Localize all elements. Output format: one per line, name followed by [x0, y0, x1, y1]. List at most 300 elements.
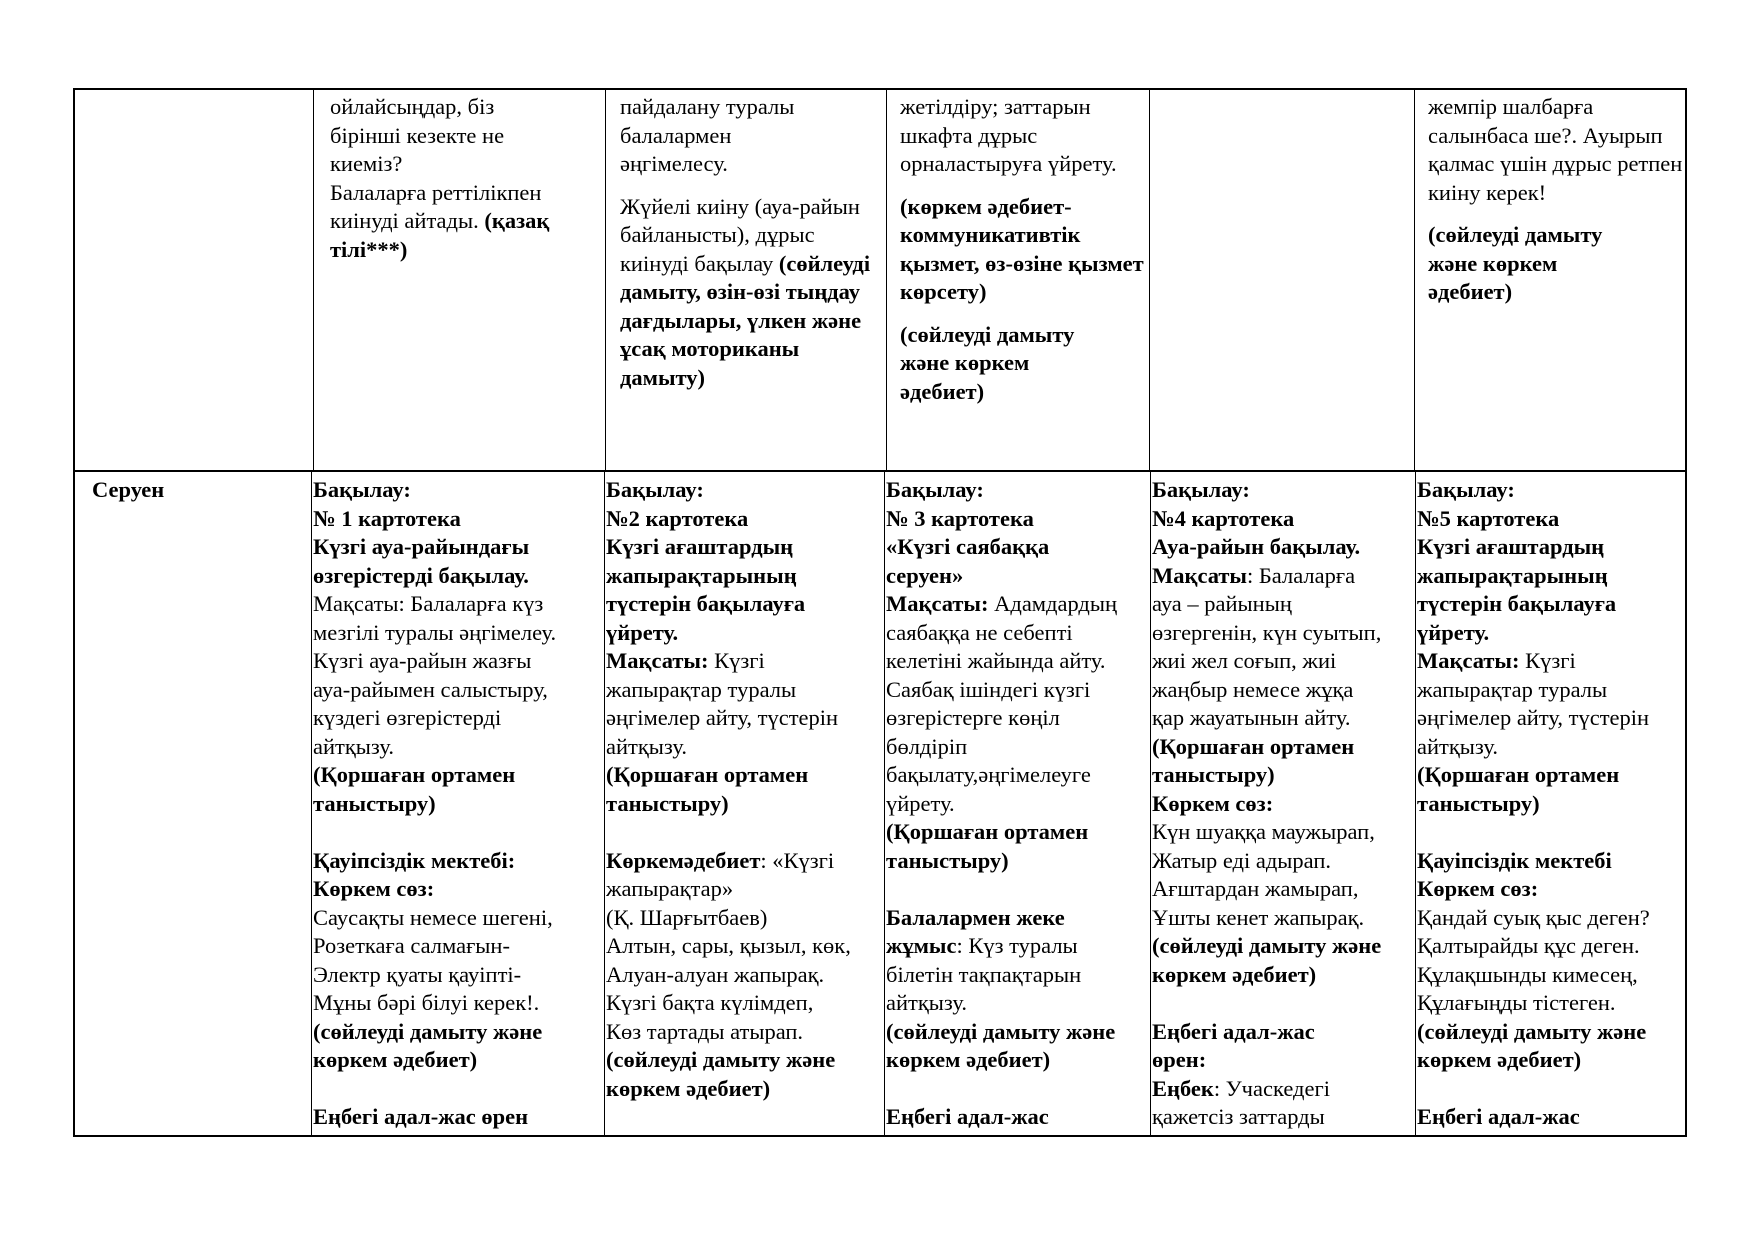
text-line [313, 904, 604, 933]
blank-line [886, 1075, 1150, 1104]
text-run: коммуникативтік [900, 222, 1081, 247]
walk-cell-4 [1152, 476, 1415, 1134]
text-line [886, 818, 1150, 847]
text-run: үйрету. [1417, 619, 1490, 645]
text-line [620, 250, 886, 279]
text-run: өрен: [1152, 1047, 1207, 1072]
top-row-cell-5 [1428, 93, 1685, 468]
text-run: қажетсіз заттарды [1152, 1104, 1325, 1129]
text-run: Қалтырайды құс деген. [1417, 933, 1640, 958]
text-run: Мұны бәрі білуі керек!. [313, 990, 540, 1015]
text-line [1152, 761, 1415, 790]
text-line [886, 676, 1150, 705]
text-run: дамыту) [620, 364, 706, 390]
text-run: Балалармен жеке [886, 904, 1065, 930]
text-line [313, 733, 604, 762]
text-line [313, 847, 604, 876]
text-run: Қауіпсіздік мектебі: [313, 847, 516, 873]
text-run: (Қ. Шарғытбаев) [606, 904, 768, 930]
text-run: өзгерістерге көңіл [886, 705, 1060, 730]
text-line [1152, 790, 1415, 819]
text-run: Бақылау: [1417, 477, 1515, 502]
text-line [606, 1018, 884, 1047]
table-divider [313, 88, 314, 471]
text-run: Алуан-алуан жапырақ. [606, 961, 825, 987]
text-line [1428, 122, 1685, 151]
text-line [330, 207, 605, 236]
text-run: (Қоршаған ортамен [1417, 762, 1620, 787]
text-run: Бақылау: [886, 477, 984, 502]
text-line [620, 193, 886, 222]
text-line [330, 122, 605, 151]
text-run: Құлағыңды тістеген. [1417, 990, 1616, 1015]
text-run: бөлдіріп [886, 733, 968, 759]
text-run: Алтын, сары, қызыл, көк, [606, 933, 851, 958]
walk-cell-5 [1417, 476, 1685, 1134]
text-run: Еңбегі адал-жас өрен [313, 1104, 529, 1129]
text-line [606, 505, 884, 534]
text-line [1152, 1046, 1415, 1075]
text-run: Жатыр еді адырап. [1152, 847, 1332, 873]
text-line [313, 676, 604, 705]
text-line [313, 704, 604, 733]
text-line [606, 790, 884, 819]
text-run: және көркем [1428, 250, 1558, 276]
text-line [1152, 619, 1415, 648]
text-line [606, 533, 884, 562]
text-line [606, 590, 884, 619]
text-line [900, 122, 1149, 151]
text-run: Электр қуаты қауіпті- [313, 961, 522, 987]
text-line [1152, 562, 1415, 591]
text-line [313, 875, 604, 904]
text-line [1428, 221, 1685, 250]
text-run: Балаларға реттілікпен [330, 179, 542, 205]
text-run: (сөйлеуді дамыту және [886, 1018, 1116, 1044]
text-line [1152, 505, 1415, 534]
text-line [1428, 250, 1685, 279]
text-run: (сөйлеуді дамыту [1428, 222, 1603, 247]
text-line [1417, 647, 1685, 676]
text-run: киінуді бақылау [620, 250, 779, 276]
text-run: Көркем сөз: [1417, 876, 1539, 901]
text-line [1417, 619, 1685, 648]
text-run: көрсету) [900, 279, 987, 304]
text-run: киінуді айтады. [330, 208, 485, 233]
text-line [1417, 904, 1685, 933]
text-run: Мақсаты: Балаларға күз [313, 591, 544, 616]
text-line [886, 989, 1150, 1018]
text-run: Жүйелі киіну (ауа-райын [620, 193, 860, 219]
text-run: Көркем сөз: [313, 876, 435, 901]
text-run: Бақылау: [1152, 477, 1250, 502]
bold-run: жұмыс [886, 933, 957, 958]
table-border-middle [73, 470, 1687, 472]
text-line [606, 875, 884, 904]
text-line [1152, 1075, 1415, 1104]
text-run: (сөйлеуді дамыту [900, 321, 1075, 347]
table-divider [884, 471, 885, 1137]
text-line [886, 1103, 1150, 1132]
text-line [886, 1018, 1150, 1047]
text-line [1417, 733, 1685, 762]
text-line [1417, 533, 1685, 562]
text-run: өзгергенін, күн суытып, [1152, 619, 1382, 645]
paragraph-gap [900, 179, 1149, 193]
text-run: көркем әдебиет) [1417, 1047, 1582, 1072]
text-run: әңгімелер айту, түстерін [606, 705, 839, 730]
text-line [886, 533, 1150, 562]
text-line [1152, 904, 1415, 933]
paragraph-gap [620, 179, 886, 193]
text-run: балалармен [620, 122, 732, 148]
text-run: айтқызу. [606, 733, 687, 759]
text-line [1417, 562, 1685, 591]
text-run: Күзгі ауа-райындағы [313, 534, 530, 559]
bold-run: Мақсаты [1152, 562, 1247, 588]
text-line [606, 647, 884, 676]
text-run: (көркем әдебиет- [900, 193, 1072, 219]
text-line [313, 533, 604, 562]
text-run: саябаққа не себепті [886, 619, 1073, 645]
text-line [1417, 476, 1685, 505]
text-run: Саусақты немесе шегені, [313, 904, 553, 930]
table-divider [886, 88, 887, 471]
text-run: Күзгі ағаштардың [1417, 534, 1605, 559]
text-run: Ауа-райын бақылау. [1152, 534, 1361, 559]
blank-line [1152, 989, 1415, 1018]
text-line [330, 236, 605, 265]
text-line [900, 349, 1149, 378]
text-run: Күзгі [708, 648, 765, 673]
text-run: (Қоршаған ортамен [886, 819, 1089, 844]
text-line [886, 590, 1150, 619]
text-run: таныстыру) [606, 790, 729, 816]
text-run: таныстыру) [886, 847, 1009, 873]
text-run: жиі жел соғып, жиі [1152, 648, 1337, 673]
text-line [313, 619, 604, 648]
text-run: (сөйлеуді дамыту және [606, 1047, 836, 1072]
text-line [606, 1075, 884, 1104]
text-line [620, 335, 886, 364]
text-run: Қандай суық қыс деген? [1417, 904, 1650, 930]
paragraph-gap [1428, 207, 1685, 221]
text-line [900, 378, 1149, 407]
text-run: көркем әдебиет) [1152, 961, 1317, 987]
text-run: айтқызу. [886, 990, 967, 1015]
text-line [606, 676, 884, 705]
text-run: ауа-райымен салыстыру, [313, 676, 548, 702]
text-line [886, 932, 1150, 961]
text-run: дағдылары, үлкен және [620, 307, 862, 333]
walk-cell-2 [606, 476, 884, 1134]
text-line [1152, 961, 1415, 990]
bold-run: Мақсаты: [1417, 648, 1520, 673]
top-row-cell-2 [620, 93, 886, 468]
text-run: үйрету. [886, 790, 955, 816]
text-run: өзгерістерді бақылау. [313, 562, 529, 588]
text-run: пайдалану туралы [620, 94, 795, 119]
text-run: қар жауатынын айту. [1152, 705, 1351, 730]
table-border-left [73, 88, 75, 1137]
text-line [900, 93, 1149, 122]
text-run: Құлақшынды кимесең, [1417, 961, 1638, 987]
text-line [886, 647, 1150, 676]
text-line [886, 904, 1150, 933]
text-line [330, 150, 605, 179]
text-run: үйрету. [606, 619, 679, 645]
text-line [313, 1046, 604, 1075]
table-border-bottom [73, 1135, 1687, 1137]
text-line [1152, 647, 1415, 676]
text-line [606, 562, 884, 591]
text-run: тілі***) [330, 236, 408, 262]
text-line [900, 250, 1149, 279]
text-run: мезгілі туралы әңгімелеу. [313, 619, 557, 645]
text-line [1152, 676, 1415, 705]
text-run: Күн шуаққа маужырап, [1152, 819, 1375, 844]
walk-cell-3 [886, 476, 1150, 1134]
blank-line [886, 875, 1150, 904]
text-run: көркем әдебиет) [606, 1075, 771, 1101]
text-run: ойлайсыңдар, біз [330, 94, 495, 119]
text-run: Күзгі ауа-райын жазғы [313, 648, 532, 673]
table-divider [1414, 88, 1415, 471]
text-line [886, 476, 1150, 505]
text-line [313, 961, 604, 990]
text-line [886, 505, 1150, 534]
text-run: (Қоршаған ортамен [606, 762, 809, 787]
text-run: : Учаскедегі [1213, 1075, 1330, 1101]
table-divider [604, 471, 605, 1137]
text-line [313, 590, 604, 619]
text-line [1417, 676, 1685, 705]
top-row-cell-1 [330, 93, 605, 468]
text-run: жемпір шалбарға [1428, 94, 1594, 119]
table-divider [1149, 88, 1150, 471]
text-line [886, 761, 1150, 790]
text-line [606, 733, 884, 762]
text-line [1417, 1046, 1685, 1075]
text-run: шкафта дұрыс [900, 122, 1038, 148]
text-line [1152, 932, 1415, 961]
text-run: (Қоршаған ортамен [1152, 733, 1355, 759]
text-line [606, 1046, 884, 1075]
text-line [1428, 150, 1685, 179]
text-line [313, 647, 604, 676]
text-line [900, 150, 1149, 179]
text-line [620, 150, 886, 179]
text-line [886, 847, 1150, 876]
text-line [330, 93, 605, 122]
bold-run: (сөйлеуді [778, 250, 871, 276]
text-line [313, 989, 604, 1018]
table-divider [311, 471, 312, 1137]
bold-run: Көркемәдебиет [606, 847, 761, 873]
text-run: : Балаларға [1247, 562, 1356, 588]
text-run: киеміз? [330, 151, 403, 176]
text-run: : «Күзгі [760, 847, 835, 873]
text-line [1152, 704, 1415, 733]
table-divider [1415, 471, 1416, 1137]
text-line [1417, 932, 1685, 961]
text-run: № 1 картотека [313, 505, 461, 531]
text-line [886, 619, 1150, 648]
text-run: Қауіпсіздік мектебі [1417, 847, 1612, 873]
text-line [606, 989, 884, 1018]
text-line [313, 476, 604, 505]
text-run: Адамдардың [988, 591, 1118, 616]
text-run: күздегі өзгерістерді [313, 705, 502, 730]
text-run: әдебиет) [1428, 279, 1513, 304]
text-run: қызмет, өз-өзіне қызмет [900, 250, 1144, 276]
text-run: келетіні жайында айту. [886, 648, 1106, 673]
text-line [606, 932, 884, 961]
text-line [313, 1103, 604, 1132]
text-line [886, 790, 1150, 819]
text-line [1152, 590, 1415, 619]
table-divider [605, 88, 606, 471]
blank-line [1417, 818, 1685, 847]
text-run: (Қоршаған ортамен [313, 762, 516, 787]
text-line [1417, 1018, 1685, 1047]
text-run: айтқызу. [313, 733, 394, 759]
text-run: Күзгі ағаштардың [606, 534, 794, 559]
text-line [1152, 875, 1415, 904]
text-run: Розеткаға салмағын- [313, 933, 510, 958]
text-line [1152, 1103, 1415, 1132]
text-run: жетілдіру; заттарын [900, 94, 1091, 119]
text-line [900, 193, 1149, 222]
text-line [1417, 961, 1685, 990]
text-run: Еңбегі адал-жас [1417, 1104, 1580, 1129]
text-run: Еңбегі адал-жас [886, 1104, 1049, 1129]
text-line [1152, 533, 1415, 562]
text-run: № 3 картотека [886, 505, 1034, 531]
text-run: жапырақтар» [606, 876, 734, 901]
text-run: Бақылау: [313, 477, 411, 502]
text-run: №2 картотека [606, 505, 749, 531]
text-line [313, 505, 604, 534]
text-line [620, 307, 886, 336]
text-run: Күзгі бақта күлімдеп, [606, 990, 814, 1015]
text-run: Бақылау: [606, 477, 704, 502]
text-line [620, 122, 886, 151]
text-line [1417, 704, 1685, 733]
text-run: әңгімелесу. [620, 151, 728, 176]
text-line [1417, 505, 1685, 534]
walk-cell-1 [313, 476, 604, 1134]
text-run: жапырақтарының [606, 562, 797, 588]
text-line [1152, 1018, 1415, 1047]
text-run: салынбаса ше?. Ауырып [1428, 122, 1663, 148]
text-line [606, 619, 884, 648]
text-line [313, 761, 604, 790]
text-run: (сөйлеуді дамыту және [1152, 933, 1382, 958]
text-line [886, 562, 1150, 591]
text-line [330, 179, 605, 208]
text-line [606, 761, 884, 790]
text-line [900, 321, 1149, 350]
text-line [1428, 278, 1685, 307]
text-line [1152, 733, 1415, 762]
table-border-right [1685, 88, 1687, 1137]
text-run: ауа – райының [1152, 591, 1292, 616]
text-run: қалмас үшін дұрыс ретпен [1428, 151, 1683, 176]
text-run: Ағштардан жамырап, [1152, 876, 1359, 901]
text-line [1152, 476, 1415, 505]
text-line [1152, 847, 1415, 876]
text-line [606, 847, 884, 876]
text-run: жаңбыр немесе жұқа [1152, 676, 1354, 702]
text-run: түстерін бақылауға [1417, 591, 1617, 616]
text-line [620, 364, 886, 393]
top-row-cell-4 [1160, 93, 1414, 468]
text-run: әңгімелер айту, түстерін [1417, 705, 1650, 730]
text-run: орналастыруға үйрету. [900, 151, 1117, 176]
text-line [620, 93, 886, 122]
text-line [313, 790, 604, 819]
text-line [606, 704, 884, 733]
text-run: №4 картотека [1152, 505, 1295, 531]
text-line [1417, 847, 1685, 876]
text-line [900, 221, 1149, 250]
text-run: Ұшты кенет жапырақ. [1152, 904, 1365, 930]
text-line [313, 1018, 604, 1047]
text-line [1417, 1103, 1685, 1132]
text-run: көркем әдебиет) [886, 1047, 1051, 1072]
blank-line [1417, 1075, 1685, 1104]
text-run: киіну керек! [1428, 179, 1547, 205]
text-run: Көркем сөз: [1152, 790, 1274, 816]
bold-run: Мақсаты: [886, 591, 989, 616]
text-run: (сөйлеуді дамыту және [1417, 1018, 1647, 1044]
bold-run: (қазақ [484, 208, 550, 233]
text-run: Күзгі [1519, 648, 1576, 673]
text-line [886, 704, 1150, 733]
text-run: жапырақтарының [1417, 562, 1608, 588]
text-line [1417, 590, 1685, 619]
text-line [1152, 818, 1415, 847]
text-run: таныстыру) [1417, 790, 1540, 816]
text-run: жапырақтар туралы [1417, 676, 1608, 702]
bold-run: Мақсаты: [606, 648, 709, 673]
text-line [606, 961, 884, 990]
text-run: Саябақ ішіндегі күзгі [886, 676, 1091, 702]
text-run: ұсақ моториканы [620, 336, 800, 361]
text-run: таныстыру) [313, 790, 436, 816]
text-run: Көз тартады атырап. [606, 1018, 804, 1044]
text-line [606, 476, 884, 505]
text-line [900, 278, 1149, 307]
blank-line [313, 818, 604, 847]
blank-line [606, 818, 884, 847]
text-run: білетін тақпақтарын [886, 961, 1082, 987]
text-run: : Күз туралы [956, 933, 1078, 958]
text-run: бақылату,әңгімелеуге [886, 762, 1091, 787]
text-line [606, 904, 884, 933]
text-run: көркем әдебиет) [313, 1047, 478, 1072]
text-line [1417, 790, 1685, 819]
text-line [1417, 875, 1685, 904]
table-divider [1150, 471, 1151, 1137]
text-run: дамыту, өзін-өзі тыңдау [620, 279, 861, 304]
text-run: серуен» [886, 562, 964, 588]
text-run: және көркем [900, 350, 1030, 375]
row-label-text: Серуен [92, 477, 165, 502]
text-run: Еңбегі адал-жас [1152, 1018, 1315, 1044]
text-line [620, 278, 886, 307]
